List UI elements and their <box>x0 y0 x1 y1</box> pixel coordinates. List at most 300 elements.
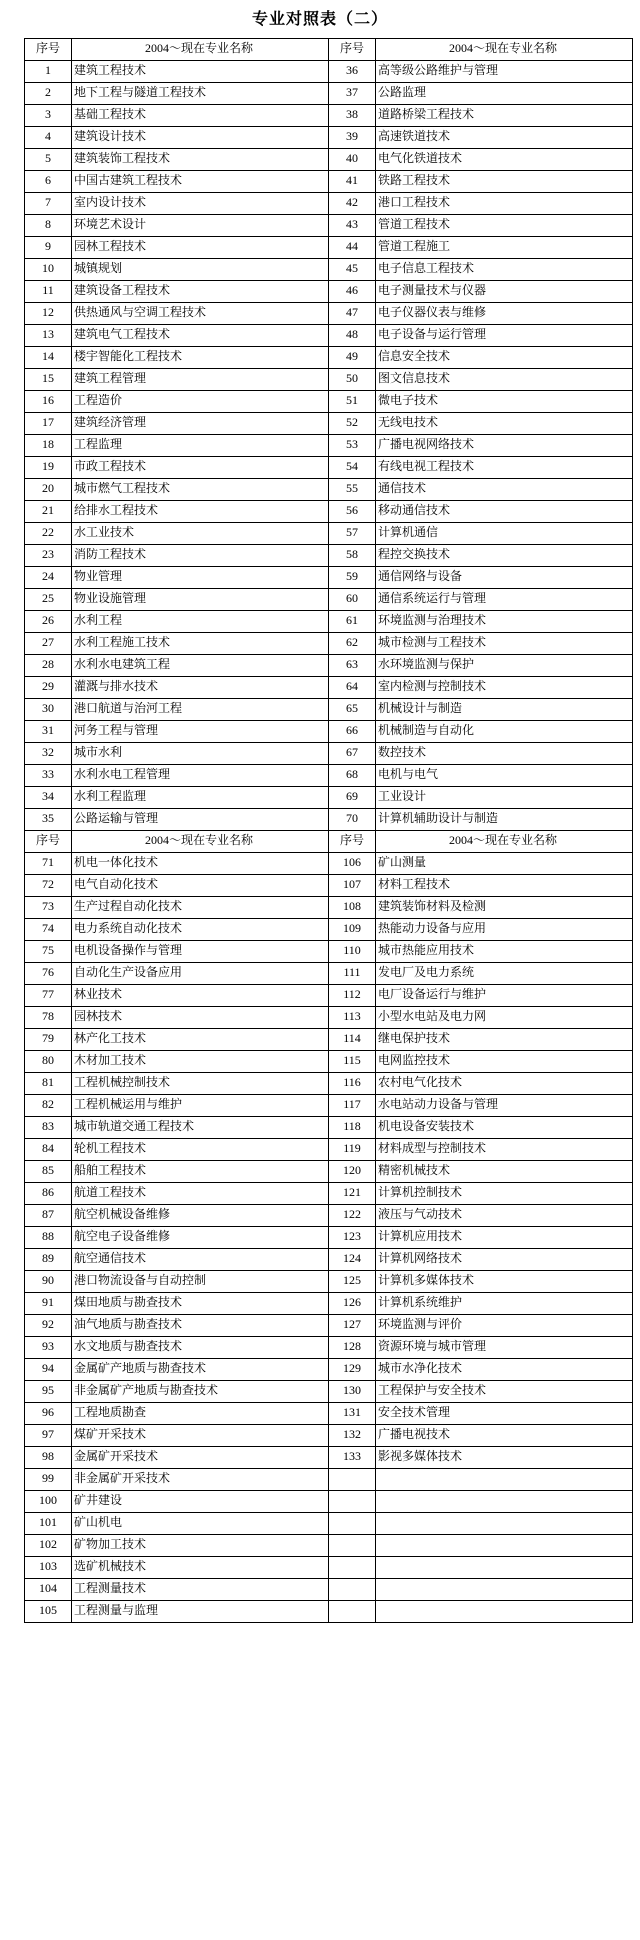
table-row <box>25 874 633 896</box>
row-num-left: 26 <box>25 610 72 632</box>
row-name-left: 物业设施管理 <box>72 588 329 610</box>
row-name-left: 城市水利 <box>72 742 329 764</box>
row-name-right: 继电保护技术 <box>376 1028 633 1050</box>
row-num-left: 79 <box>25 1028 72 1050</box>
row-name-right: 广播电视技术 <box>376 1424 633 1446</box>
row-name-right: 发电厂及电力系统 <box>376 962 633 984</box>
row-name-right: 资源环境与城市管理 <box>376 1336 633 1358</box>
row-name-right: 管道工程技术 <box>376 214 633 236</box>
header-num-right: 序号 <box>329 38 376 60</box>
table-row <box>25 676 633 698</box>
row-num-left: 75 <box>25 940 72 962</box>
table-row <box>25 632 633 654</box>
row-name-left: 电机设备操作与管理 <box>72 940 329 962</box>
table-row <box>25 412 633 434</box>
row-num-right: 114 <box>329 1028 376 1050</box>
table-row <box>25 1050 633 1072</box>
table-row <box>25 478 633 500</box>
row-num-right: 69 <box>329 786 376 808</box>
row-name-right: 有线电视工程技术 <box>376 456 633 478</box>
row-name-right: 电气化铁道技术 <box>376 148 633 170</box>
row-num-left: 91 <box>25 1292 72 1314</box>
table-row <box>25 1468 633 1490</box>
row-name-right: 影视多媒体技术 <box>376 1446 633 1468</box>
row-num-right: 38 <box>329 104 376 126</box>
row-num-left: 2 <box>25 82 72 104</box>
row-num-left: 34 <box>25 786 72 808</box>
table-row <box>25 984 633 1006</box>
table-row <box>25 1336 633 1358</box>
table-row <box>25 148 633 170</box>
row-name-left: 水利水电建筑工程 <box>72 654 329 676</box>
row-num-right: 49 <box>329 346 376 368</box>
table-row <box>25 764 633 786</box>
row-num-right: 41 <box>329 170 376 192</box>
row-num-left: 21 <box>25 500 72 522</box>
table-row <box>25 1446 633 1468</box>
row-num-left: 104 <box>25 1578 72 1600</box>
row-name-right: 机电设备安装技术 <box>376 1116 633 1138</box>
table-row <box>25 1248 633 1270</box>
table-row <box>25 390 633 412</box>
row-name-right <box>376 1468 633 1490</box>
row-name-right: 农村电气化技术 <box>376 1072 633 1094</box>
table-row <box>25 280 633 302</box>
row-name-right: 高速铁道技术 <box>376 126 633 148</box>
row-name-right: 数控技术 <box>376 742 633 764</box>
row-name-left: 灌溉与排水技术 <box>72 676 329 698</box>
row-name-right: 材料工程技术 <box>376 874 633 896</box>
row-name-right: 环境监测与评价 <box>376 1314 633 1336</box>
row-name-right: 公路监理 <box>376 82 633 104</box>
row-num-left: 5 <box>25 148 72 170</box>
row-name-left: 自动化生产设备应用 <box>72 962 329 984</box>
row-name-left: 地下工程与隧道工程技术 <box>72 82 329 104</box>
table-header-row <box>25 830 633 852</box>
table-row <box>25 1358 633 1380</box>
table-row <box>25 544 633 566</box>
row-num-right: 65 <box>329 698 376 720</box>
row-num-right: 132 <box>329 1424 376 1446</box>
row-num-right: 51 <box>329 390 376 412</box>
row-num-right: 125 <box>329 1270 376 1292</box>
row-num-right: 124 <box>329 1248 376 1270</box>
row-name-right: 无线电技术 <box>376 412 633 434</box>
row-num-left: 14 <box>25 346 72 368</box>
row-num-right: 127 <box>329 1314 376 1336</box>
row-num-left: 90 <box>25 1270 72 1292</box>
row-name-left: 建筑电气工程技术 <box>72 324 329 346</box>
row-name-left: 城市燃气工程技术 <box>72 478 329 500</box>
table-row <box>25 654 633 676</box>
row-name-left: 轮机工程技术 <box>72 1138 329 1160</box>
row-name-left: 水利工程监理 <box>72 786 329 808</box>
table-row <box>25 786 633 808</box>
row-num-left: 4 <box>25 126 72 148</box>
row-num-right: 122 <box>329 1204 376 1226</box>
row-name-right: 电子设备与运行管理 <box>376 324 633 346</box>
table-row <box>25 456 633 478</box>
row-num-right <box>329 1512 376 1534</box>
row-num-left: 12 <box>25 302 72 324</box>
row-name-right: 水环境监测与保护 <box>376 654 633 676</box>
row-num-left: 30 <box>25 698 72 720</box>
row-num-left: 101 <box>25 1512 72 1534</box>
row-name-left: 金属矿开采技术 <box>72 1446 329 1468</box>
table-row <box>25 1402 633 1424</box>
row-num-right: 48 <box>329 324 376 346</box>
header-num-left: 序号 <box>25 830 72 852</box>
row-name-left: 水利水电工程管理 <box>72 764 329 786</box>
row-name-right: 管道工程施工 <box>376 236 633 258</box>
row-name-left: 水文地质与勘查技术 <box>72 1336 329 1358</box>
row-num-left: 23 <box>25 544 72 566</box>
row-num-left: 96 <box>25 1402 72 1424</box>
table-row <box>25 60 633 82</box>
row-name-left: 物业管理 <box>72 566 329 588</box>
table-row <box>25 258 633 280</box>
row-num-left: 86 <box>25 1182 72 1204</box>
table-row <box>25 1600 633 1622</box>
row-num-left: 35 <box>25 808 72 830</box>
table-row <box>25 302 633 324</box>
row-name-left: 电气自动化技术 <box>72 874 329 896</box>
row-num-left: 16 <box>25 390 72 412</box>
table-row <box>25 1534 633 1556</box>
row-name-right: 安全技术管理 <box>376 1402 633 1424</box>
row-num-right: 107 <box>329 874 376 896</box>
row-name-left: 港口航道与治河工程 <box>72 698 329 720</box>
row-name-right <box>376 1578 633 1600</box>
row-num-left: 92 <box>25 1314 72 1336</box>
row-num-right <box>329 1490 376 1512</box>
row-num-left: 3 <box>25 104 72 126</box>
table-row <box>25 1006 633 1028</box>
row-num-right: 56 <box>329 500 376 522</box>
row-name-left: 航空通信技术 <box>72 1248 329 1270</box>
row-name-left: 生产过程自动化技术 <box>72 896 329 918</box>
row-num-left: 77 <box>25 984 72 1006</box>
row-name-left: 环境艺术设计 <box>72 214 329 236</box>
header-name-left: 2004～现在专业名称 <box>72 38 329 60</box>
row-num-left: 27 <box>25 632 72 654</box>
row-name-right: 计算机系统维护 <box>376 1292 633 1314</box>
row-name-right: 广播电视网络技术 <box>376 434 633 456</box>
row-num-right <box>329 1534 376 1556</box>
row-name-left: 非金属矿开采技术 <box>72 1468 329 1490</box>
table-row <box>25 940 633 962</box>
row-num-right: 61 <box>329 610 376 632</box>
row-num-left: 94 <box>25 1358 72 1380</box>
row-name-left: 航道工程技术 <box>72 1182 329 1204</box>
row-num-right: 109 <box>329 918 376 940</box>
table-row <box>25 126 633 148</box>
row-name-right: 机械设计与制造 <box>376 698 633 720</box>
row-name-right <box>376 1600 633 1622</box>
table-header-row <box>25 38 633 60</box>
row-name-right: 城市水净化技术 <box>376 1358 633 1380</box>
row-name-left: 中国古建筑工程技术 <box>72 170 329 192</box>
table-row <box>25 104 633 126</box>
table-row <box>25 1314 633 1336</box>
row-name-right: 计算机网络技术 <box>376 1248 633 1270</box>
row-name-right: 工程保护与安全技术 <box>376 1380 633 1402</box>
row-name-right: 材料成型与控制技术 <box>376 1138 633 1160</box>
row-name-left: 矿山机电 <box>72 1512 329 1534</box>
row-num-left: 83 <box>25 1116 72 1138</box>
row-num-right: 115 <box>329 1050 376 1072</box>
row-num-right: 37 <box>329 82 376 104</box>
row-num-left: 15 <box>25 368 72 390</box>
row-num-left: 10 <box>25 258 72 280</box>
table-row <box>25 1094 633 1116</box>
table-row <box>25 610 633 632</box>
row-num-left: 9 <box>25 236 72 258</box>
row-num-right: 53 <box>329 434 376 456</box>
row-num-left: 33 <box>25 764 72 786</box>
row-name-left: 城市轨道交通工程技术 <box>72 1116 329 1138</box>
row-num-right: 128 <box>329 1336 376 1358</box>
row-name-left: 矿井建设 <box>72 1490 329 1512</box>
row-num-right: 64 <box>329 676 376 698</box>
row-num-left: 32 <box>25 742 72 764</box>
row-name-right: 电子信息工程技术 <box>376 258 633 280</box>
table-row <box>25 192 633 214</box>
row-name-left: 木材加工技术 <box>72 1050 329 1072</box>
table-row <box>25 1578 633 1600</box>
row-num-right: 68 <box>329 764 376 786</box>
row-num-right: 50 <box>329 368 376 390</box>
row-name-right: 通信技术 <box>376 478 633 500</box>
table-row <box>25 522 633 544</box>
row-name-left: 工程地质勘查 <box>72 1402 329 1424</box>
row-num-right: 106 <box>329 852 376 874</box>
row-num-right: 133 <box>329 1446 376 1468</box>
row-name-right: 室内检测与控制技术 <box>376 676 633 698</box>
row-num-left: 105 <box>25 1600 72 1622</box>
row-num-left: 88 <box>25 1226 72 1248</box>
row-num-left: 82 <box>25 1094 72 1116</box>
row-num-right: 55 <box>329 478 376 500</box>
row-num-right: 57 <box>329 522 376 544</box>
row-name-left: 工程造价 <box>72 390 329 412</box>
row-num-right: 70 <box>329 808 376 830</box>
row-name-right: 电机与电气 <box>376 764 633 786</box>
row-num-left: 103 <box>25 1556 72 1578</box>
row-num-right: 113 <box>329 1006 376 1028</box>
row-name-left: 市政工程技术 <box>72 456 329 478</box>
row-num-right: 36 <box>329 60 376 82</box>
table-row <box>25 1028 633 1050</box>
page-title: 专业对照表（二） <box>251 11 388 28</box>
row-num-left: 28 <box>25 654 72 676</box>
row-name-left: 建筑装饰工程技术 <box>72 148 329 170</box>
row-name-right: 港口工程技术 <box>376 192 633 214</box>
row-num-right: 46 <box>329 280 376 302</box>
row-name-left: 航空机械设备维修 <box>72 1204 329 1226</box>
row-name-right: 环境监测与治理技术 <box>376 610 633 632</box>
row-num-right <box>329 1578 376 1600</box>
row-num-right: 44 <box>329 236 376 258</box>
row-num-left: 100 <box>25 1490 72 1512</box>
row-name-right: 计算机应用技术 <box>376 1226 633 1248</box>
row-num-right: 110 <box>329 940 376 962</box>
row-name-right: 小型水电站及电力网 <box>376 1006 633 1028</box>
row-name-right: 热能动力设备与应用 <box>376 918 633 940</box>
row-name-right: 液压与气动技术 <box>376 1204 633 1226</box>
table-row <box>25 698 633 720</box>
row-num-left: 93 <box>25 1336 72 1358</box>
row-num-left: 98 <box>25 1446 72 1468</box>
row-num-right: 129 <box>329 1358 376 1380</box>
table-row <box>25 1512 633 1534</box>
table-row <box>25 236 633 258</box>
row-name-left: 工程机械控制技术 <box>72 1072 329 1094</box>
row-name-left: 煤田地质与勘查技术 <box>72 1292 329 1314</box>
row-name-right: 计算机辅助设计与制造 <box>376 808 633 830</box>
row-name-right: 城市热能应用技术 <box>376 940 633 962</box>
row-name-left: 煤矿开采技术 <box>72 1424 329 1446</box>
row-num-right: 116 <box>329 1072 376 1094</box>
row-name-left: 工程测量与监理 <box>72 1600 329 1622</box>
row-num-left: 85 <box>25 1160 72 1182</box>
row-num-right: 118 <box>329 1116 376 1138</box>
table-row <box>25 896 633 918</box>
row-num-left: 22 <box>25 522 72 544</box>
row-name-left: 非金属矿产地质与勘查技术 <box>72 1380 329 1402</box>
row-num-right: 123 <box>329 1226 376 1248</box>
row-num-right: 63 <box>329 654 376 676</box>
row-name-left: 水工业技术 <box>72 522 329 544</box>
header-name-left: 2004～现在专业名称 <box>72 830 329 852</box>
row-name-right <box>376 1512 633 1534</box>
row-num-right: 131 <box>329 1402 376 1424</box>
table-row <box>25 1226 633 1248</box>
table-row <box>25 368 633 390</box>
row-num-left: 18 <box>25 434 72 456</box>
row-num-left: 1 <box>25 60 72 82</box>
table-row <box>25 1424 633 1446</box>
table-row <box>25 808 633 830</box>
row-name-right: 信息安全技术 <box>376 346 633 368</box>
header-name-right: 2004～现在专业名称 <box>376 830 633 852</box>
row-num-right: 39 <box>329 126 376 148</box>
row-num-left: 8 <box>25 214 72 236</box>
table-row <box>25 82 633 104</box>
row-name-right: 高等级公路维护与管理 <box>376 60 633 82</box>
row-num-right: 59 <box>329 566 376 588</box>
row-num-left: 71 <box>25 852 72 874</box>
row-name-right: 机械制造与自动化 <box>376 720 633 742</box>
row-num-left: 6 <box>25 170 72 192</box>
row-name-right <box>376 1556 633 1578</box>
row-num-left: 76 <box>25 962 72 984</box>
row-name-left: 建筑设计技术 <box>72 126 329 148</box>
row-num-right: 126 <box>329 1292 376 1314</box>
row-num-right: 67 <box>329 742 376 764</box>
row-num-left: 11 <box>25 280 72 302</box>
row-name-left: 林产化工技术 <box>72 1028 329 1050</box>
row-num-right: 60 <box>329 588 376 610</box>
row-name-left: 室内设计技术 <box>72 192 329 214</box>
row-name-right: 电子仪器仪表与维修 <box>376 302 633 324</box>
row-name-left: 河务工程与管理 <box>72 720 329 742</box>
header-num-left: 序号 <box>25 38 72 60</box>
row-name-left: 港口物流设备与自动控制 <box>72 1270 329 1292</box>
row-num-right: 58 <box>329 544 376 566</box>
row-num-right: 112 <box>329 984 376 1006</box>
row-name-right: 精密机械技术 <box>376 1160 633 1182</box>
row-num-left: 13 <box>25 324 72 346</box>
row-name-left: 建筑工程技术 <box>72 60 329 82</box>
row-name-left: 选矿机械技术 <box>72 1556 329 1578</box>
table-row <box>25 1182 633 1204</box>
row-name-right: 电网监控技术 <box>376 1050 633 1072</box>
row-num-left: 20 <box>25 478 72 500</box>
row-num-left: 102 <box>25 1534 72 1556</box>
row-name-left: 供热通风与空调工程技术 <box>72 302 329 324</box>
row-name-right: 图文信息技术 <box>376 368 633 390</box>
row-num-right: 121 <box>329 1182 376 1204</box>
row-name-right: 通信网络与设备 <box>376 566 633 588</box>
table-row <box>25 1138 633 1160</box>
row-name-right: 程控交换技术 <box>376 544 633 566</box>
row-name-left: 电力系统自动化技术 <box>72 918 329 940</box>
row-num-right: 117 <box>329 1094 376 1116</box>
table-row <box>25 742 633 764</box>
row-num-left: 73 <box>25 896 72 918</box>
row-name-left: 建筑设备工程技术 <box>72 280 329 302</box>
table-row <box>25 852 633 874</box>
row-num-right: 111 <box>329 962 376 984</box>
row-num-right: 66 <box>329 720 376 742</box>
row-num-right <box>329 1600 376 1622</box>
row-num-right: 62 <box>329 632 376 654</box>
table-row <box>25 170 633 192</box>
table-row <box>25 720 633 742</box>
row-num-left: 84 <box>25 1138 72 1160</box>
row-num-left: 78 <box>25 1006 72 1028</box>
table-row <box>25 500 633 522</box>
row-name-right: 水电站动力设备与管理 <box>376 1094 633 1116</box>
row-num-right: 120 <box>329 1160 376 1182</box>
row-name-left: 矿物加工技术 <box>72 1534 329 1556</box>
row-name-left: 工程测量技术 <box>72 1578 329 1600</box>
row-name-right: 铁路工程技术 <box>376 170 633 192</box>
row-num-right: 108 <box>329 896 376 918</box>
row-name-left: 工程监理 <box>72 434 329 456</box>
row-name-left: 建筑经济管理 <box>72 412 329 434</box>
table-row <box>25 346 633 368</box>
row-num-right <box>329 1556 376 1578</box>
row-num-left: 29 <box>25 676 72 698</box>
row-name-right: 城市检测与工程技术 <box>376 632 633 654</box>
row-num-right: 119 <box>329 1138 376 1160</box>
row-num-right: 54 <box>329 456 376 478</box>
row-name-left: 金属矿产地质与勘查技术 <box>72 1358 329 1380</box>
row-num-left: 87 <box>25 1204 72 1226</box>
header-name-right: 2004～现在专业名称 <box>376 38 633 60</box>
row-num-left: 80 <box>25 1050 72 1072</box>
row-num-left: 99 <box>25 1468 72 1490</box>
row-name-left: 水利工程施工技术 <box>72 632 329 654</box>
row-name-left: 工程机械运用与维护 <box>72 1094 329 1116</box>
table-row <box>25 434 633 456</box>
row-name-left: 油气地质与勘查技术 <box>72 1314 329 1336</box>
row-name-right: 计算机控制技术 <box>376 1182 633 1204</box>
row-num-left: 89 <box>25 1248 72 1270</box>
table-row <box>25 1490 633 1512</box>
